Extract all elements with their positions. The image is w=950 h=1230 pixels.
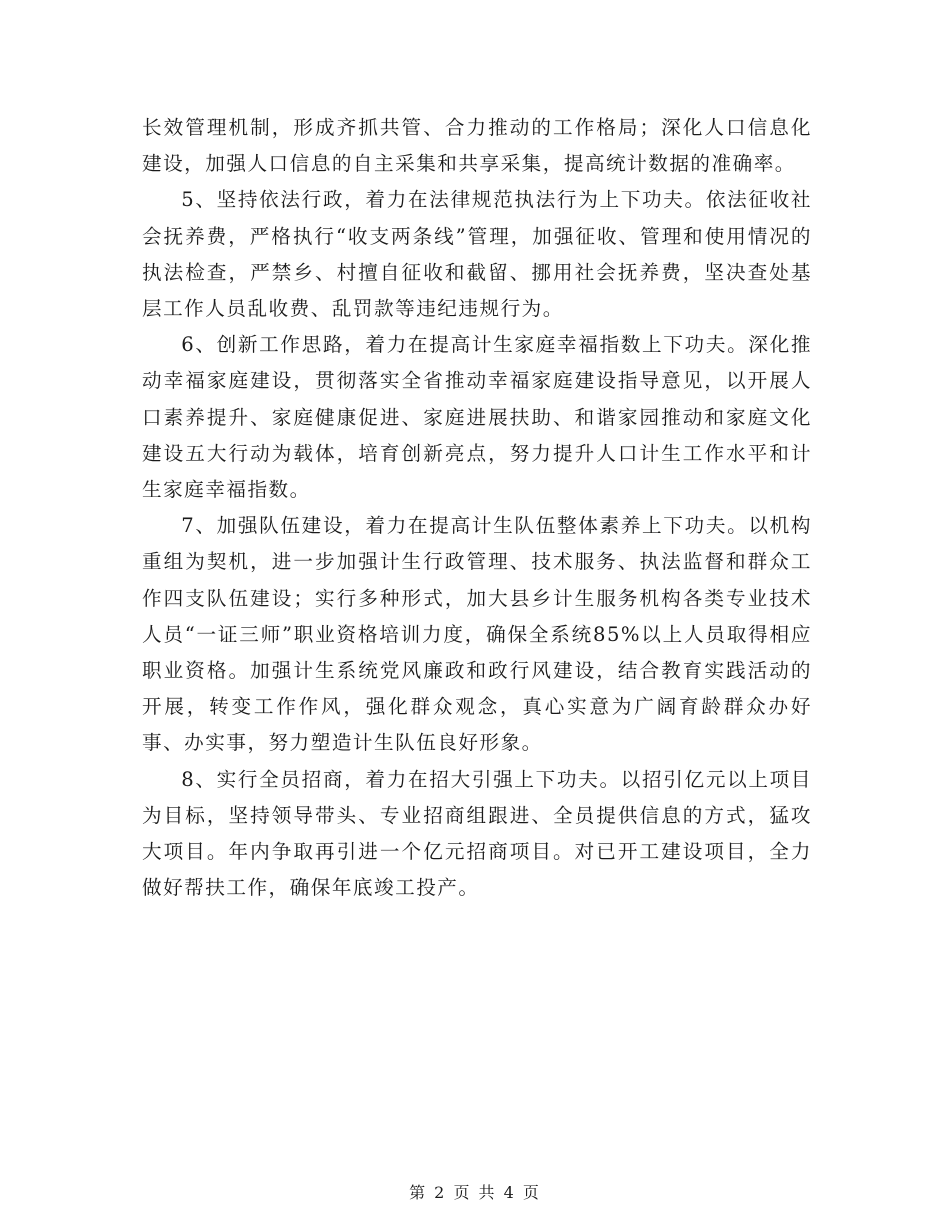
paragraph-item-6: 6、创新工作思路，着力在提高计生家庭幸福指数上下功夫。深化推动幸福家庭建设，贯彻落实全省推动幸福家庭建设指导意见，以开展人口素养提升、家庭健康促进、家庭进展扶助、和谐家园推动和家庭文化建设五大行动为载体，培育创新亮点，努力提升人口计生工作水平和计生家庭幸福指数。 bbox=[142, 333, 812, 502]
paragraph-item-5: 5、坚持依法行政，着力在法律规范执法行为上下功夫。依法征收社会抚养费，严格执行“收支两条线”管理，加强征收、管理和使用情况的执法检查，严禁乡、村擅自征收和截留、挪用社会抚养费，坚决查处基层工作人员乱收费、乱罚款等违纪违规行为。 bbox=[142, 188, 812, 321]
paragraph-continuation: 长效管理机制，形成齐抓共管、合力推动的工作格局；深化人口信息化建设，加强人口信息的自主采集和共享采集，提高统计数据的准确率。 bbox=[142, 116, 812, 176]
paragraph-item-8: 8、实行全员招商，着力在招大引强上下功夫。以招引亿元以上项目为目标，坚持领导带头、专业招商组跟进、全员提供信息的方式，猛攻大项目。年内争取再引进一个亿元招商项目。对已开工建设项目，全力做好帮扶工作，确保年底竣工投产。 bbox=[142, 767, 812, 900]
page-number-footer: 第 2 页 共 4 页 bbox=[409, 1183, 541, 1202]
document-body bbox=[142, 110, 812, 906]
paragraph-item-7: 7、加强队伍建设，着力在提高计生队伍整体素养上下功夫。以机构重组为契机，进一步加强计生行政管理、技术服务、执法监督和群众工作四支队伍建设；实行多种形式，加大县乡计生服务机构各类专业技术人员“一证三师”职业资格培训力度，确保全系统85%以上人员取得相应职业资格。加强计生系统党风廉政和政行风建设，结合教育实践活动的开展，转变工作作风，强化群众观念，真心实意为广阔育龄群众办好事、办实事，努力塑造计生队伍良好形象。 bbox=[142, 514, 812, 755]
